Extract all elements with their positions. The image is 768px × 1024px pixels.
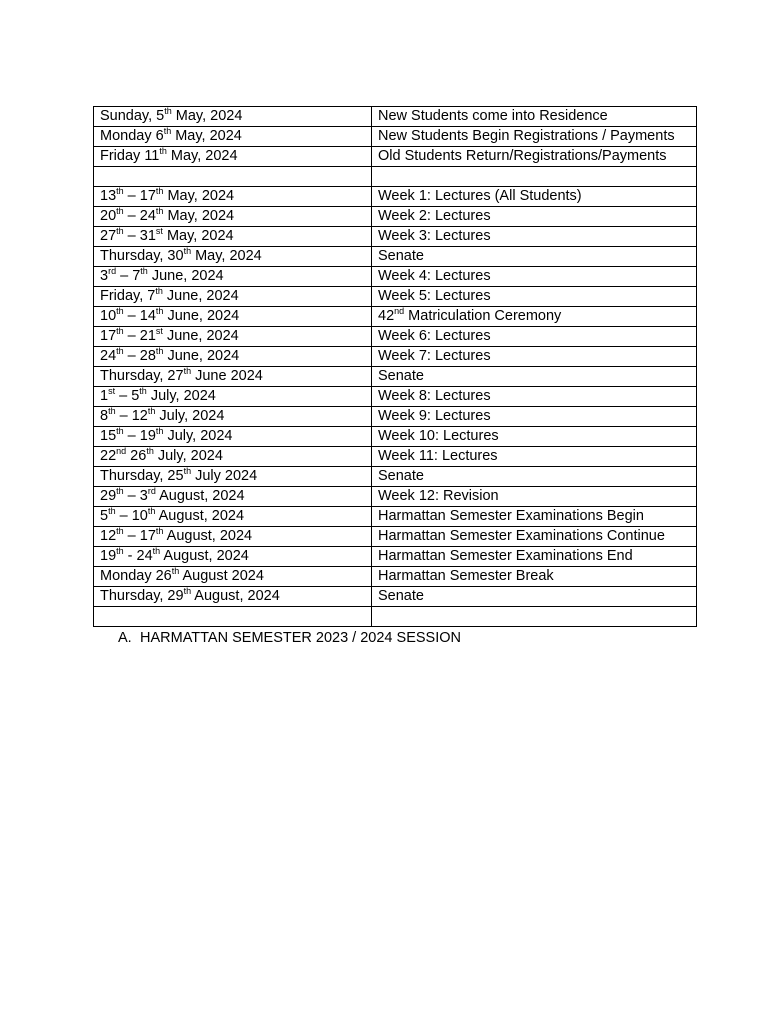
calendar-date-cell: 19th - 24th August, 2024 — [94, 547, 372, 567]
calendar-row — [94, 467, 697, 487]
calendar-row — [94, 167, 697, 187]
calendar-row — [94, 527, 697, 547]
calendar-event-cell: Week 1: Lectures (All Students) — [372, 187, 697, 207]
calendar-row — [94, 107, 697, 127]
calendar-event-cell: 42nd Matriculation Ceremony — [372, 307, 697, 327]
calendar-date-cell: 29th – 3rd August, 2024 — [94, 487, 372, 507]
calendar-row — [94, 367, 697, 387]
calendar-event-cell: Week 3: Lectures — [372, 227, 697, 247]
academic-calendar-table — [93, 106, 697, 627]
calendar-date-cell: 12th – 17th August, 2024 — [94, 527, 372, 547]
calendar-date-cell: Friday, 7th June, 2024 — [94, 287, 372, 307]
calendar-event-cell: Senate — [372, 467, 697, 487]
calendar-body — [94, 107, 697, 627]
calendar-row — [94, 547, 697, 567]
calendar-event-cell: Week 6: Lectures — [372, 327, 697, 347]
calendar-date-cell: 10th – 14th June, 2024 — [94, 307, 372, 327]
calendar-row — [94, 187, 697, 207]
calendar-event-cell: Week 5: Lectures — [372, 287, 697, 307]
calendar-date-cell: Thursday, 25th July 2024 — [94, 467, 372, 487]
calendar-event-cell: Harmattan Semester Examinations Begin — [372, 507, 697, 527]
calendar-date-cell: Monday 6th May, 2024 — [94, 127, 372, 147]
calendar-date-cell: 22nd 26th July, 2024 — [94, 447, 372, 467]
calendar-row — [94, 227, 697, 247]
calendar-event-cell: Harmattan Semester Examinations Continue — [372, 527, 697, 547]
calendar-row — [94, 287, 697, 307]
calendar-row — [94, 247, 697, 267]
calendar-row — [94, 267, 697, 287]
calendar-row — [94, 147, 697, 167]
calendar-event-cell — [372, 167, 697, 187]
calendar-date-cell: 5th – 10th August, 2024 — [94, 507, 372, 527]
calendar-date-cell: 27th – 31st May, 2024 — [94, 227, 372, 247]
calendar-row — [94, 207, 697, 227]
calendar-date-cell — [94, 167, 372, 187]
calendar-event-cell: New Students Begin Registrations / Payments — [372, 127, 697, 147]
calendar-event-cell: Week 12: Revision — [372, 487, 697, 507]
calendar-event-cell: Week 8: Lectures — [372, 387, 697, 407]
calendar-row — [94, 567, 697, 587]
calendar-event-cell: Harmattan Semester Break — [372, 567, 697, 587]
calendar-row — [94, 307, 697, 327]
calendar-date-cell: 3rd – 7th June, 2024 — [94, 267, 372, 287]
caption-text: HARMATTAN SEMESTER 2023 / 2024 SESSION — [140, 630, 461, 646]
calendar-event-cell: Week 2: Lectures — [372, 207, 697, 227]
calendar-date-cell: 24th – 28th June, 2024 — [94, 347, 372, 367]
calendar-row — [94, 407, 697, 427]
calendar-event-cell: Old Students Return/Registrations/Payments — [372, 147, 697, 167]
calendar-event-cell — [372, 607, 697, 627]
calendar-row — [94, 327, 697, 347]
calendar-event-cell: Week 7: Lectures — [372, 347, 697, 367]
calendar-event-cell: Week 10: Lectures — [372, 427, 697, 447]
calendar-date-cell: 8th – 12th July, 2024 — [94, 407, 372, 427]
calendar-row — [94, 587, 697, 607]
calendar-event-cell: New Students come into Residence — [372, 107, 697, 127]
calendar-row — [94, 427, 697, 447]
calendar-date-cell: 17th – 21st June, 2024 — [94, 327, 372, 347]
calendar-date-cell: 20th – 24th May, 2024 — [94, 207, 372, 227]
calendar-row — [94, 347, 697, 367]
calendar-date-cell: Thursday, 30th May, 2024 — [94, 247, 372, 267]
calendar-event-cell: Week 11: Lectures — [372, 447, 697, 467]
calendar-event-cell: Senate — [372, 247, 697, 267]
calendar-date-cell: Monday 26th August 2024 — [94, 567, 372, 587]
calendar-row — [94, 487, 697, 507]
caption-marker: A. — [118, 630, 132, 646]
calendar-row — [94, 387, 697, 407]
calendar-date-cell: Thursday, 27th June 2024 — [94, 367, 372, 387]
calendar-date-cell: Thursday, 29th August, 2024 — [94, 587, 372, 607]
calendar-row — [94, 447, 697, 467]
calendar-event-cell: Senate — [372, 587, 697, 607]
calendar-event-cell: Week 9: Lectures — [372, 407, 697, 427]
calendar-event-cell: Harmattan Semester Examinations End — [372, 547, 697, 567]
calendar-row — [94, 127, 697, 147]
calendar-event-cell: Week 4: Lectures — [372, 267, 697, 287]
calendar-event-cell: Senate — [372, 367, 697, 387]
calendar-date-cell: Sunday, 5th May, 2024 — [94, 107, 372, 127]
calendar-date-cell: 15th – 19th July, 2024 — [94, 427, 372, 447]
calendar-row — [94, 607, 697, 627]
calendar-date-cell: Friday 11th May, 2024 — [94, 147, 372, 167]
section-caption — [118, 629, 461, 648]
calendar-date-cell: 1st – 5th July, 2024 — [94, 387, 372, 407]
calendar-date-cell — [94, 607, 372, 627]
calendar-date-cell: 13th – 17th May, 2024 — [94, 187, 372, 207]
calendar-row — [94, 507, 697, 527]
